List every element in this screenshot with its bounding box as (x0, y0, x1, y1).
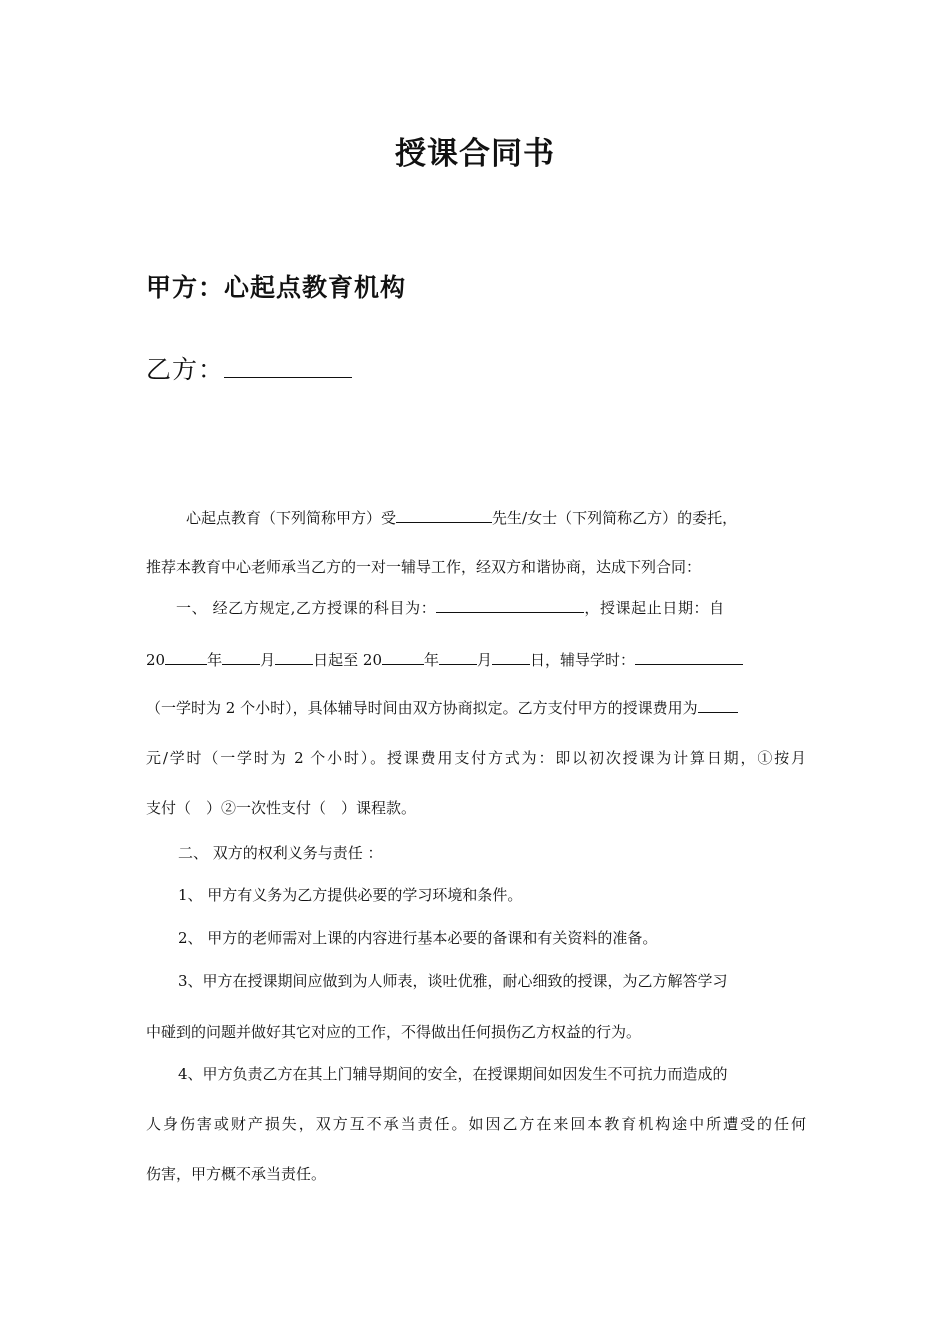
party-b-blank (224, 351, 352, 378)
blank-fee (698, 698, 738, 713)
party-b-label: 乙方： (146, 355, 225, 384)
intro-text: 先生/女士（下列简称乙方）的委托， (492, 509, 738, 527)
clause-text: 年 (424, 651, 440, 669)
blank-year-from (165, 650, 207, 665)
blank-day-from (275, 650, 313, 665)
blank-name (396, 508, 492, 523)
clause1-line-1 (176, 598, 806, 618)
party-b (146, 350, 352, 386)
intro-line-2: 推荐本教育中心老师承当乙方的一对一辅导工作，经双方和谐协商，达成下列合同： (146, 558, 702, 576)
clause-text: 年 (207, 651, 223, 669)
blank-month-to (439, 650, 477, 665)
clause-text: 月 (477, 651, 493, 669)
blank-day-to (492, 650, 530, 665)
clause2-item-2: 2、 甲方的老师需对上课的内容进行基本必要的备课和有关资料的准备。 (178, 929, 658, 947)
party-a: 甲方：心起点教育机构 (146, 273, 407, 302)
clause2-item-3a: 3、甲方在授课期间应做到为人师表，谈吐优雅，耐心细致的授课，为乙方解答学习 (178, 972, 728, 990)
blank-subject (436, 598, 584, 613)
clause1-line-3 (146, 698, 806, 718)
blank-hours (635, 650, 743, 665)
clause-text: 日，辅导学时： (530, 651, 636, 669)
clause2-item-3b: 中碰到的问题并做好其它对应的工作，不得做出任何损伤乙方权益的行为。 (146, 1023, 642, 1041)
clause-text: 20 (146, 651, 166, 669)
clause1-line-2 (146, 650, 806, 670)
clause-text: （一学时为 2 个小时），具体辅导时间由双方协商拟定。乙方支付甲方的授课费用为 (146, 699, 698, 717)
clause-text: 月 (260, 651, 276, 669)
clause2-item-4a: 4、甲方负责乙方在其上门辅导期间的安全，在授课期间如因发生不可抗力而造成的 (178, 1065, 728, 1083)
clause-text: ，授课起止日期：自 (584, 599, 725, 617)
clause-text: 日起至 (313, 651, 359, 669)
clause1-line-4: 元/学时（一学时为 2 个小时）。授课费用支付方式为：即以初次授课为计算日期，①按月 (146, 749, 806, 767)
clause1-line-5: 支付（ ）②一次性支付（ ）课程款。 (146, 799, 417, 817)
clause2-heading: 二、 双方的权利义务与责任 ： (178, 844, 383, 862)
clause-text: 20 (362, 651, 383, 669)
blank-month-from (222, 650, 260, 665)
clause2-item-4c: 伤害，甲方概不承当责任。 (146, 1165, 327, 1183)
contract-title: 授课合同书 (395, 136, 555, 172)
clause2-item-4b: 人身伤害或财产损失，双方互不承当责任。如因乙方在来回本教育机构途中所遭受的任何 (146, 1115, 806, 1133)
intro-line-1 (186, 508, 806, 528)
intro-text: 心起点教育（下列简称甲方）受 (186, 509, 397, 527)
clause-text: 一、 经乙方规定,乙方授课的科目为： (176, 599, 437, 617)
blank-year-to (382, 650, 424, 665)
clause2-item-1: 1、 甲方有义务为乙方提供必要的学习环境和条件。 (178, 886, 523, 904)
